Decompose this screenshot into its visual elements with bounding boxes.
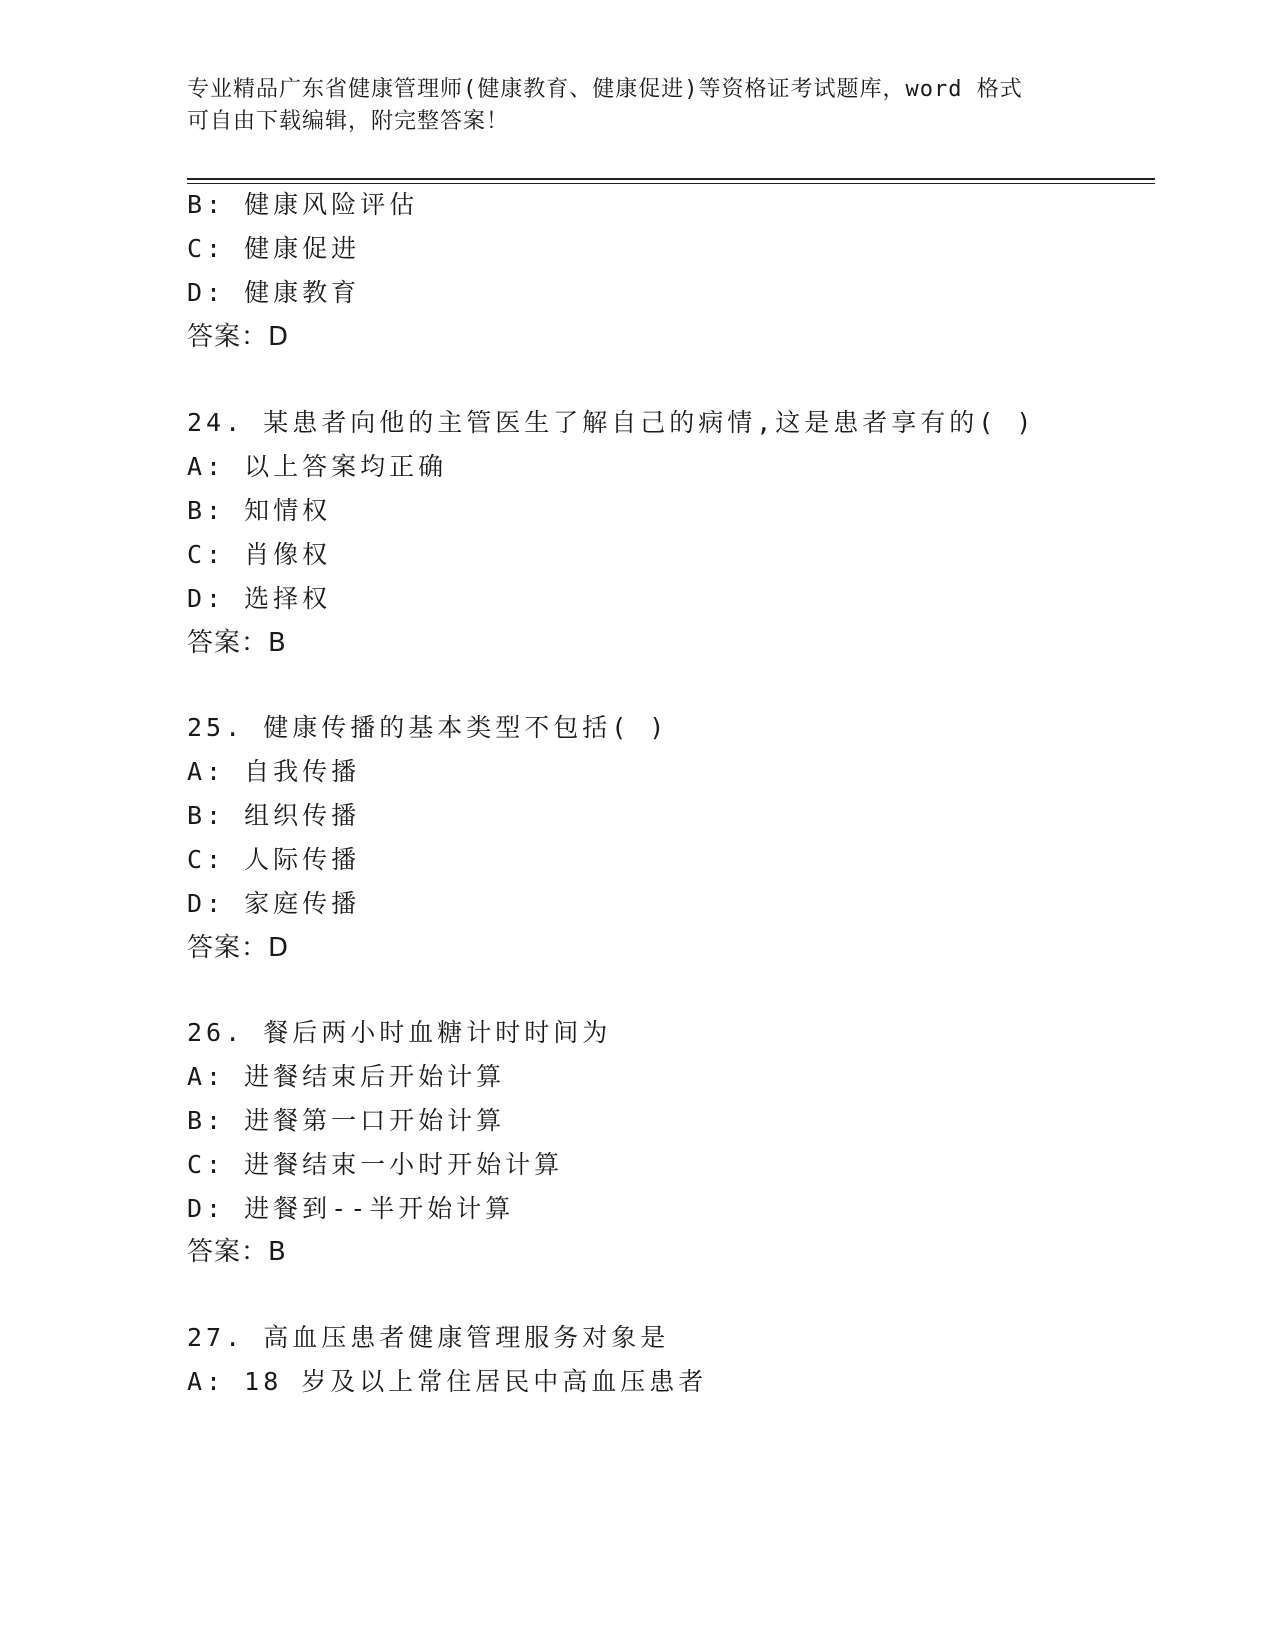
answer-line: 答案：D <box>187 933 290 963</box>
option-d: D: 健康教育 <box>187 278 361 307</box>
answer-line: 答案：B <box>187 628 287 658</box>
header-rule-thin <box>187 183 1155 184</box>
option-b: B: 健康风险评估 <box>187 190 419 219</box>
header-line-2: 可自由下载编辑，附完整答案！ <box>187 109 510 134</box>
option-b: B: 进餐第一口开始计算 <box>187 1106 506 1135</box>
option-b: B: 知情权 <box>187 496 332 525</box>
option-c: C: 健康促进 <box>187 234 361 263</box>
header-line-1: 专业精品广东省健康管理师(健康教育、健康促进)等资格证考试题库，word 格式 <box>187 77 1023 102</box>
page-header <box>187 74 1087 138</box>
answer-line: 答案：D <box>187 322 290 352</box>
option-c: C: 肖像权 <box>187 540 332 569</box>
question-stem: 25. 健康传播的基本类型不包括( ) <box>187 713 669 742</box>
question-stem: 27. 高血压患者健康管理服务对象是 <box>187 1323 670 1352</box>
header-rule-thick <box>187 178 1155 180</box>
option-d: D: 选择权 <box>187 584 332 613</box>
option-a: A: 以上答案均正确 <box>187 452 448 481</box>
option-a: A: 18 岁及以上常住居民中高血压患者 <box>187 1367 708 1396</box>
option-d: D: 进餐到--半开始计算 <box>187 1194 515 1223</box>
option-c: C: 人际传播 <box>187 845 361 874</box>
question-stem: 24. 某患者向他的主管医生了解自己的病情,这是患者享有的( ) <box>187 408 1036 437</box>
option-b: B: 组织传播 <box>187 801 361 830</box>
option-a: A: 自我传播 <box>187 757 361 786</box>
option-d: D: 家庭传播 <box>187 889 361 918</box>
option-c: C: 进餐结束一小时开始计算 <box>187 1150 564 1179</box>
option-a: A: 进餐结束后开始计算 <box>187 1062 506 1091</box>
answer-line: 答案：B <box>187 1237 287 1267</box>
question-stem: 26. 餐后两小时血糖计时时间为 <box>187 1018 612 1047</box>
